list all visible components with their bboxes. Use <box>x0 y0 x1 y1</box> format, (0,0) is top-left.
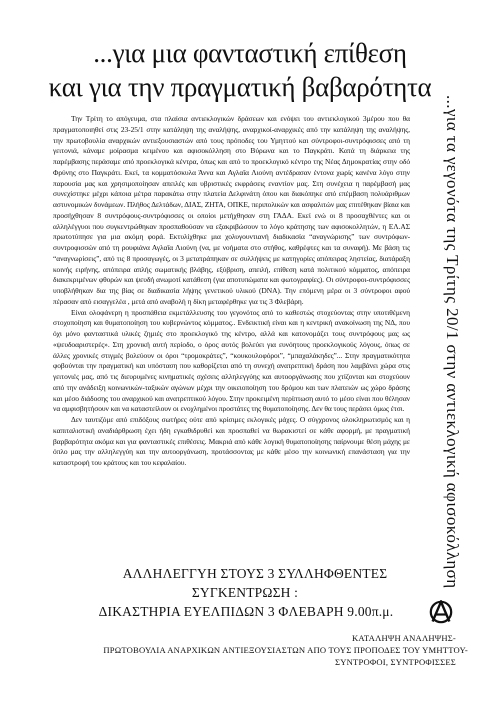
body-paragraph-1: Την Τρίτη το απόγευμα, στα πλαίσια αντιεκλογικών δράσεων και ενόψει του αντιεκλογικού 3μέρου που θα πραγματοποιηθεί στις 23-25/1 στην κατάληψη της αναλήψης, αναρχικοί-αναρχικές από την κατάληψη της αναλήψης, την πρωτοβουλία αναρχικών αντιεξουσιαστών από τους πρόποδες του Υμηττού και σύντροφοι-συντρόφισσες από τη γειτονιά, κάναμε μοίρασμα κειμένου και αφισοκόλληση στο Βύρωνα και το Παγκράτι. Κατά τη διάρκεια της παρέμβασης περάσαμε από προεκλογικά κέντρα, όπως και από το προεκλογικό κέντρο της Νέας Δημοκρατίας στην οδό Φρύνης στο Παγκράτι. Εκεί, τα κομματόσκυλα Άννα και Αγλαΐα Λιούνη αντέδρασαν έντονα χωρίς κανένα λόγο στην παρουσία μας και χρησιμοποίησαν απειλές και υβριστικές εκφράσεις εναντίον μας. Στη συνέχεια η παρέμβασή μας συνεχίστηκε μέχρι κάποια μέτρα παρακάτω στην πλατεία Δελφινάτη όπου και διακόπηκε από επέμβαση πολυάριθμων αστυνομικών δυνάμεων. Πλήθος Δελτάδων, ΔΙΑΣ, ΖΗΤΑ, ΟΠΚΕ, περιπολικών και ασφαλιτών μας επιτέθηκαν βίαια και προσήχθησαν 8 συντρόφους-συντρόφισσες οι οποίοι μετήχθησαν στη ΓΑΔΑ. Εκεί ενώ οι 8 προσαχθέντες και οι αλληλέγγυοι που συγκεντρώθηκαν προσπαθούσαν να εξακριβώσουν το λόγο κράτησης των αφισοκολλητών, η ΕΛ.ΑΣ πρωτοτύπησε για μια ακόμη φορά. Εκτυλίχθηκε μια χολυγουντιανή διαδικασία “αναγνώρισης” των συντρόφων-συντροφισσών από τη ρουφιάνα Αγλαΐα Λιούνη (να, με νοήματα στο στήθος, καθρέφτες και τα συναφή). Με βάση τις “αναγνωρίσεις”, από τις 8 προσαγωγές, οι 3 μετατράπηκαν σε συλλήψεις με κατηγορίες απόπειρας ληστείας, διατάραξη κοινής ειρήνης, απόπειρα απλής σωματικής βλάβης, εξύβριση, απειλή, επίθεση κατά πολιτικού κόμματος, απόπειρα διακεκριμένων φθορών και ψευδή ανωμοτί κατάθεση (για αποτυπώματα και φωτογραφίες). Οι σύντροφοι-συντρόφισσες υποβλήθηκαν δια της βίας σε διαδικασία λήψης γενετικού υλικού (DNA). Την επόμενη μέρα οι 3 σύντροφοι αφού πέρασαν από εισαγγελέα , μετά από αναβολή η δίκη μεταφέρθηκε για τις 3 Φλεβάρη. <box>53 114 410 306</box>
body-paragraph-2: Είναι ολοφάνερη η προσπάθεια εκμετάλλευσης του γεγονότος από το καθεστώς στοχεύοντας στην υποτιθέμενη στοχοποίηση και θυματοποίηση του κυβερνώντος κόμματος.. Ενδεικτική είναι και η κεντρική ανακοίνωση της ΝΔ, που όχι μόνο φανταστικά υλικές ζημιές στο προεκλογικό της κέντρο, αλλά και κατονομάζει τους συντρόφους μας ως «ψευδοαριστερές». Στη χρονική αυτή περίοδο, ο όρος αυτός βολεύει για ευνόητους προεκλογικούς λόγους, όπως σε άλλες χρονικές στιγμές βολεύουν οι όροι “τρομοκράτες”, “κουκουλοφόροι”, “μπαχαλάκηδες”... Στην πραγματικότητα φοβούνται την πραγματική και υπόσταση που καθορίζεται από τη συνεχή ανατρεπτική δράση που λαμβάνει χώρα στις γειτονιές μας, από τις διευρυμένες κινηματικές σχέσεις αλληλεγγύης και αυτοοργάνωσης που χτίζονται και στοχεύουν από την ανάδειξη κοινωνικών-ταξικών αγώνων μέχρι την οικειοποίηση του δρόμου και των πλατειών ως χώρο δράσης και μέσο διάδοσης του αναρχικού και ανατρεπτικού λόγου. Στην προκειμένη περίπτωση αυτό το μέσο είναι που θέλησαν να αμφισβητήσουν και να καταστείλουν οι ενοχλημένοι προστάτες της θυματοποίησης. Δεν θα τους περάσει όμως έτσι. <box>53 307 410 414</box>
title-line-1: ...για μια φανταστική επίθεση <box>93 38 407 68</box>
signature-line-3: ΣΥΝΤΡΟΦΟΙ, ΣΥΝΤΡΟΦΙΣΣΕΣ <box>335 657 456 667</box>
side-vertical-text: ...για τα γεγονότα της Τρίτης 20/1 στην αντιεκλογική αφισοκόλληση <box>443 95 462 589</box>
gathering-details: ΔΙΚΑΣΤΗΡΙΑ ΕΥΕΛΠΙΔΩΝ 3 ΦΛΕΒΑΡΗ 9.00π.μ. <box>98 604 394 619</box>
signature-line-2: ΠΡΩΤΟΒΟΥΛΙΑ ΑΝΑΡΧΙΚΩΝ ΑΝΤΙΕΞΟΥΣΙΑΣΤΩΝ ΑΠΟ ΤΟΥΣ ΠΡΟΠΟΔΕΣ ΤΟΥ ΥΜΗΤΤΟΥ- <box>103 645 468 655</box>
title-line-2: και για την πραγματική βαβαρότητα <box>48 72 432 102</box>
body-text <box>53 114 410 469</box>
solidarity-headline: ΑΛΛΗΛΕΓΓΥΗ ΣΤΟΥΣ 3 ΣΥΛΛΗΦΘΕΝΤΕΣ <box>122 566 388 581</box>
anarchy-symbol-icon <box>429 600 453 624</box>
body-paragraph-3: Δεν ταυτιζόμε από επιδόξους σωτήρες ούτε από κρίσιμες εκλογικές μάχες. Ο σύγχρονος ολοκληρωτισμός και η καπιταλιστική αναδιάρθρωση έχει ήδη εγκαθιδρυθεί και προσπαθεί να θωρακιστεί σε κάθε αφορμή, με πραγματική βαρβαρότητα ακόμα και για φανταστικές επιθέσεις. Μακριά από κάθε λογική θυματοποίησης παίρνουμε θέση μάχης με όπλο μας την αλληλεγγύη και την αυτοοργάνωση, προτάσσοντας με κάθε μέσο την κοινωνική επανάσταση για την καταστροφή του κράτους και του κεφαλαίου. <box>53 415 410 467</box>
signature-line-1: ΚΑΤΑΛΗΨΗ ΑΝΑΛΗΨΗΣ- <box>352 633 456 643</box>
gathering-label: ΣΥΓΚΕΝΤΡΩΣΗ : <box>191 585 299 600</box>
